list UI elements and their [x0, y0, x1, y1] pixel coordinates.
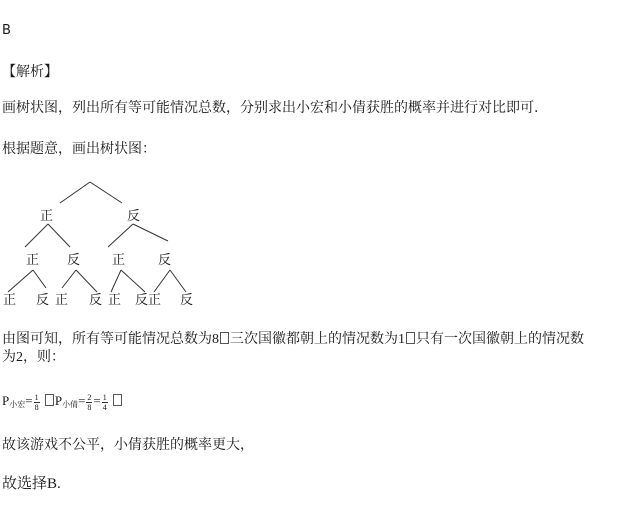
- conclusion-line-1: [2, 330, 584, 349]
- node-l2-2: 反: [67, 253, 81, 268]
- node-l2-3: 正: [112, 253, 126, 268]
- tree-diagram: [0, 175, 240, 310]
- tree-prompt: 根据题意，画出树状图：: [2, 141, 156, 157]
- node-l2-1: 正: [26, 253, 40, 268]
- fraction-3: $\frac{1}{4}$: [102, 392, 107, 412]
- answer-letter: B: [2, 23, 11, 38]
- missing-glyph-box: [45, 394, 54, 406]
- node-l3-2: 反: [36, 293, 50, 308]
- fraction-2: $\frac{2}{8}$: [87, 392, 92, 412]
- conclusion-text-c: 只有一次国徽朝上的情况数: [416, 331, 584, 347]
- conclusion-text-b: 三次国徽都朝上的情况数为: [230, 331, 398, 347]
- final-answer: 故选择B.: [2, 476, 61, 492]
- conclusion-text-e: ，则：: [23, 349, 65, 365]
- p-sub-xiaohong: 小宏: [9, 400, 26, 409]
- p-symbol: P: [54, 393, 63, 408]
- conclusion-text-d: 为: [2, 349, 16, 365]
- all-up-count: 1: [398, 332, 405, 347]
- total-count: 8: [212, 332, 219, 347]
- node-l3-3: 正: [55, 293, 69, 308]
- node-l3-4: 反: [89, 293, 103, 308]
- conclusion-line-2: [2, 348, 65, 367]
- intro-text: 画树状图，列出所有等可能情况总数，分别求出小宏和小倩获胜的概率并进行对比即可.: [2, 100, 539, 116]
- one-up-count: 2: [16, 350, 23, 365]
- equals-sign: =: [25, 393, 33, 408]
- p-sub-xiaoqian: 小倩: [62, 400, 79, 409]
- missing-glyph-box: [113, 394, 122, 406]
- conclusion-text-a: 由图可知，所有等可能情况总数为: [2, 331, 212, 347]
- tree-branches: [8, 182, 186, 292]
- node-l3-8: 反: [180, 293, 194, 308]
- fraction-1: $\frac{1}{8}$: [34, 392, 39, 412]
- node-l3-5: 正: [108, 293, 122, 308]
- equals-sign: =: [78, 393, 86, 408]
- node-l3-7: 正: [148, 293, 162, 308]
- node-l3-1: 正: [3, 293, 17, 308]
- section-heading: 【解析】: [2, 64, 58, 80]
- node-l3-6: 反: [135, 293, 149, 308]
- p-symbol: P: [2, 393, 10, 408]
- result-text: 故该游戏不公平，小倩获胜的概率更大，: [2, 437, 254, 453]
- node-l1-1: 正: [40, 209, 54, 224]
- probability-formula: [2, 389, 123, 417]
- missing-glyph-box: [220, 332, 229, 344]
- missing-glyph-box: [406, 332, 415, 344]
- node-l2-4: 反: [158, 253, 172, 268]
- node-l1-2: 反: [127, 209, 141, 224]
- equals-sign: =: [93, 393, 101, 408]
